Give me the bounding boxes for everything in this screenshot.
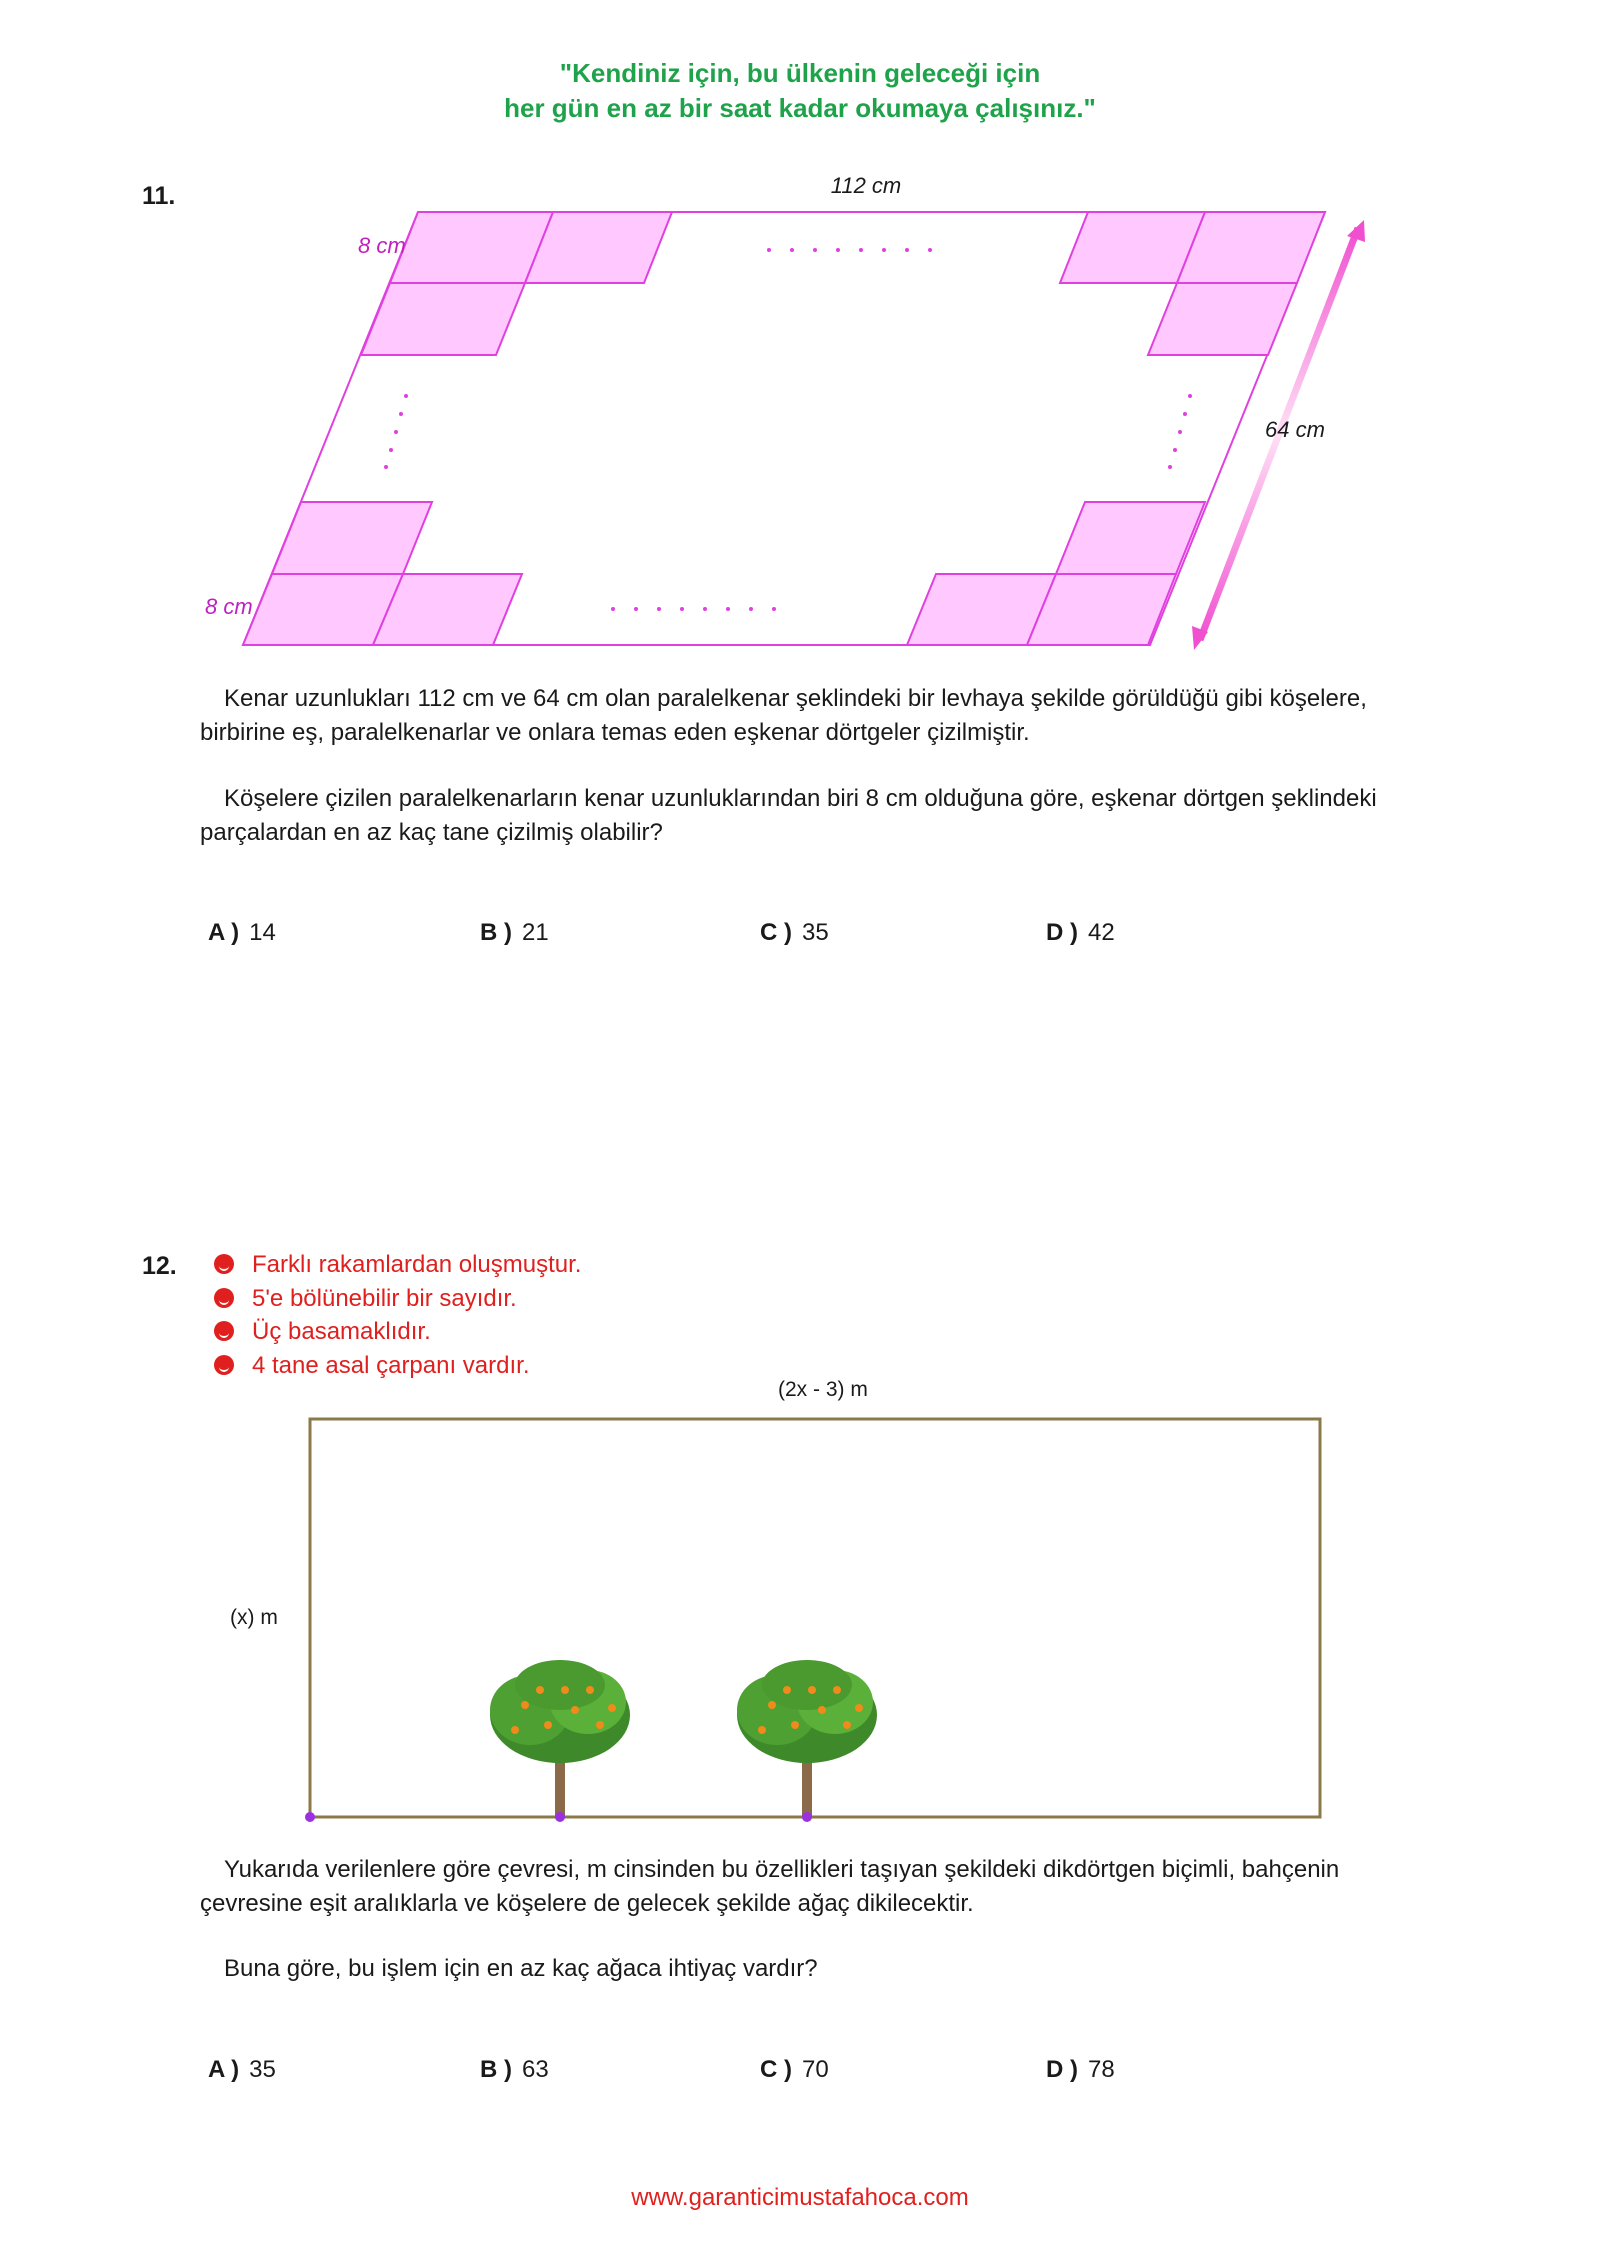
smiley-icon <box>214 1288 234 1308</box>
question-12-number: 12. <box>142 1252 177 1280</box>
q11-option-b[interactable]: B ) 21 <box>480 919 549 946</box>
q12-option-a[interactable]: A ) 35 <box>208 2056 276 2083</box>
corner-point <box>305 1812 315 1822</box>
label-8-cm-top: 8 cm <box>358 233 406 258</box>
clue-item: Üç basamaklıdır. <box>214 1318 431 1346</box>
question-11-number: 11. <box>142 182 176 210</box>
question-12-paragraph-2: Buna göre, bu işlem için en az kaç ağaca ihtiyaç vardır? <box>224 1955 818 1982</box>
smiley-icon <box>214 1355 234 1375</box>
tiles-top-left <box>361 212 672 355</box>
q12-option-d[interactable]: D ) 78 <box>1046 2056 1115 2083</box>
q12-option-c[interactable]: C ) 70 <box>760 2056 829 2083</box>
garden-side-label: (x) m <box>230 1606 278 1629</box>
smiley-icon <box>214 1321 234 1341</box>
question-11-paragraph-2: Köşelere çizilen paralelkenarların kenar uzunluklarından biri 8 cm olduğuna göre, eşkenar dörtgen şeklindeki parçalardan en az kaç tane çizilmiş olabilir? <box>200 785 1377 846</box>
q11-option-c[interactable]: C ) 35 <box>760 919 829 946</box>
question-12-paragraph-1: Yukarıda verilenlere göre çevresi, m cinsinden bu özellikleri taşıyan şekildeki dikdörtgen biçimli, bahçenin çevresine eşit aralıklarla ve köşelere de gelecek şekilde ağaç dikilecektir. <box>200 1856 1340 1917</box>
q12-option-b[interactable]: B ) 63 <box>480 2056 549 2083</box>
q11-option-d[interactable]: D ) 42 <box>1046 919 1115 946</box>
garden-top-label: (2x - 3) m <box>778 1378 868 1401</box>
quote-line-1: "Kendiniz için, bu ülkenin geleceği için <box>559 58 1041 88</box>
footer-url[interactable]: www.garanticimustafahoca.com <box>631 2184 969 2211</box>
smiley-icon <box>214 1254 234 1274</box>
tree-point <box>555 1812 565 1822</box>
question-11-paragraph-1: Kenar uzunlukları 112 cm ve 64 cm olan paralelkenar şeklindeki bir levhaya şekilde görüldüğü gibi köşelere, birbirine eş, paralelkenarlar ve onlara temas eden eşkenar dörtgeler çizilmiştir. <box>200 685 1367 746</box>
label-8-cm-bottom: 8 cm <box>205 594 253 619</box>
clue-item: 4 tane asal çarpanı vardır. <box>214 1352 530 1380</box>
tiles-bottom-left <box>243 502 522 645</box>
clue-item: 5'e bölünebilir bir sayıdır. <box>214 1285 517 1313</box>
quote-line-2: her gün en az bir saat kadar okumaya çalışınız." <box>504 93 1096 123</box>
parallelogram-figure <box>0 0 1600 700</box>
tiles-bottom-right <box>907 502 1205 645</box>
tiles-top-right <box>1060 212 1325 355</box>
label-112-cm: 112 cm <box>830 173 902 198</box>
clue-item: Farklı rakamlardan oluşmuştur. <box>214 1251 581 1279</box>
garden-figure <box>0 1380 1600 1840</box>
label-64-cm: 64 cm <box>1265 417 1325 442</box>
q11-option-a[interactable]: A ) 14 <box>208 919 276 946</box>
tree-icon <box>737 1660 877 1817</box>
tree-point <box>802 1812 812 1822</box>
tree-icon <box>490 1660 630 1817</box>
